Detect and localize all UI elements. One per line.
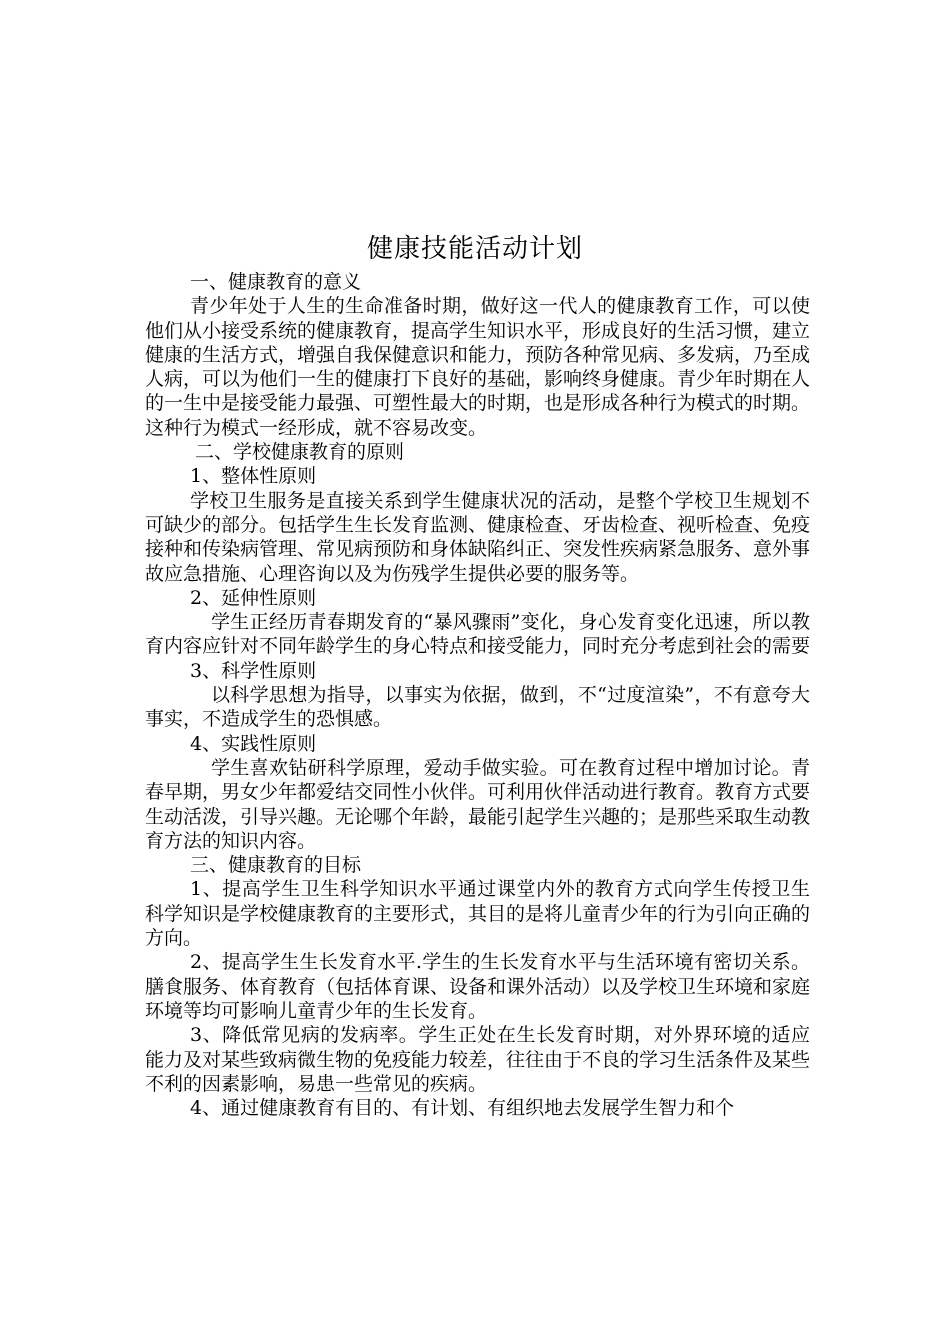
section-heading-meaning: 一、健康教育的意义	[190, 271, 362, 293]
paragraph-goal-3: 3、降低常见病的发病率。学生正处在生长发育时期，对外界环境的适应能力及对某些致病微生物的免疫能力较差，往往由于不良的学习生活条件及某些不利的因素影响，易患一些常见的疾病。	[145, 1024, 811, 1095]
document-title: 健康技能活动计划	[366, 234, 583, 264]
paragraph-goal-4: 4、通过健康教育有目的、有计划、有组织地去发展学生智力和个	[190, 1097, 735, 1120]
subheading-scientific: 3、科学性原则	[190, 659, 317, 682]
paragraph-goal-2: 2、提高学生生长发育水平.学生的生长发育水平与生活环境有密切关系。膳食服务、体育教育（包括体育课、设备和课外活动）以及学校卫生环境和家庭环境等均可影响儿童青少年的生长发育。	[145, 951, 811, 1022]
section-heading-goals: 三、健康教育的目标	[190, 854, 362, 877]
subheading-holistic: 1、整体性原则	[190, 465, 317, 488]
paragraph-scientific: 以科学思想为指导，以事实为依据，做到，不“过度渲染”，不有意夸大事实，不造成学生的恐惧感。	[145, 684, 810, 731]
paragraph-practice: 学生喜欢钻研科学原理，爱动手做实验。可在教育过程中增加讨论。青春早期，男女少年都爱结交同性小伙伴。可利用伙伴活动进行教育。教育方式要生动活泼，引导兴趣。无论哪个年龄，最能引起学生兴趣的；是那些采取生动教育方法的知识内容。	[145, 756, 811, 852]
paragraph-holistic: 学校卫生服务是直接关系到学生健康状况的活动，是整个学校卫生规划不可缺少的部分。包括学生生长发育监测、健康检查、牙齿检查、视听检查、免疫接种和传染病管理、常见病预防和身体缺陷纠正、突发性疾病紧急服务、意外事故应急措施、心理咨询以及为伤残学生提供必要的服务等。	[145, 489, 811, 585]
paragraph-goal-1: 1、提高学生卫生科学知识水平通过课堂内外的教育方式向学生传授卫生科学知识是学校健康教育的主要形式，其目的是将儿童青少年的行为引向正确的方向。	[145, 878, 811, 950]
document-body	[145, 270, 810, 1120]
paragraph-meaning: 青少年处于人生的生命准备时期，做好这一代人的健康教育工作，可以使他们从小接受系统的健康教育，提高学生知识水平，形成良好的生活习惯，建立健康的生活方式，增强自我保健意识和能力，预防各种常见病、多发病，乃至成人病，可以为他们一生的健康打下良好的基础，影响终身健康。青少年时期在人的一生中是接受能力最强、可塑性最大的时期，也是形成各种行为模式的时期。这种行为模式一经形成，就不容易改变。	[145, 295, 811, 439]
section-heading-principles: 二、学校健康教育的原则	[195, 441, 405, 464]
paragraph-extension: 学生正经历青春期发育的“暴风骤雨”变化，身心发育变化迅速，所以教育内容应针对不同年龄学生的身心特点和接受能力，同时充分考虑到社会的需要	[145, 611, 811, 658]
subheading-practice: 4、实践性原则	[190, 732, 317, 755]
subheading-extension: 2、延伸性原则	[190, 586, 317, 609]
